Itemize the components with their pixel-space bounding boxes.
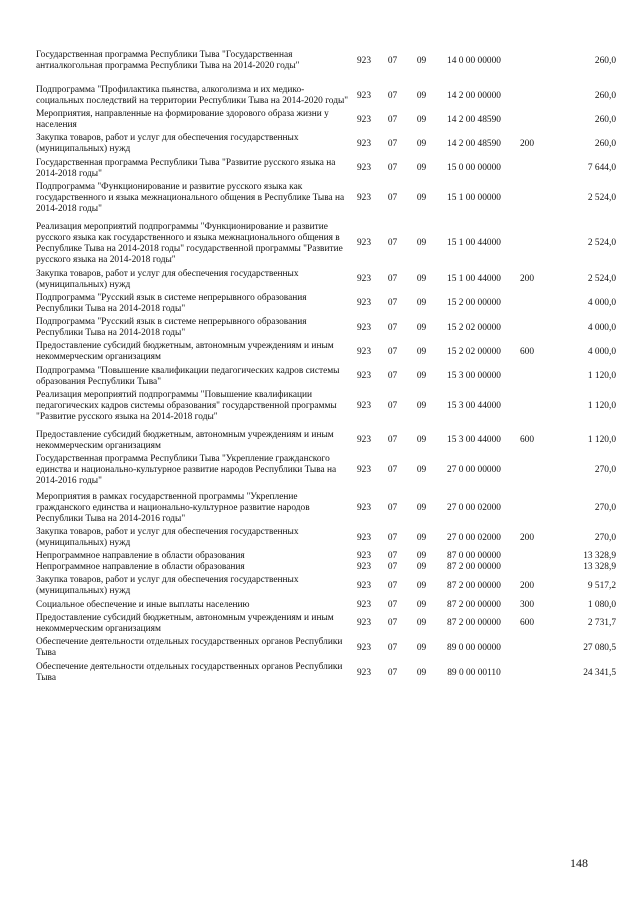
section-code: 07 [387, 298, 398, 309]
row-name: Непрограммное направление в области образования [36, 551, 245, 562]
expense-type-code: 600 [519, 618, 535, 629]
expense-type-code [511, 317, 543, 341]
section-code: 07 [387, 580, 398, 591]
ministry-code: 923 [356, 322, 372, 333]
row-name: Мероприятия, направленные на формирование здорового образа жизни у населения [36, 109, 329, 131]
target-article-code: 15 3 00 44000 [447, 435, 501, 446]
subsection-code: 09 [416, 551, 427, 562]
section-code: 07 [387, 667, 398, 678]
section-code: 07 [387, 464, 398, 475]
ministry-code: 923 [356, 580, 372, 591]
amount: 260,0 [594, 114, 616, 125]
row-name: Предоставление субсидий бюджетным, автономным учреждениям и иным некоммерческим организациям [36, 429, 334, 451]
table-row [36, 182, 616, 222]
ministry-code: 923 [356, 192, 372, 203]
row-name: Предоставление субсидий бюджетным, автономным учреждениям и иным некоммерческим организациям [36, 612, 334, 634]
section-code: 07 [387, 435, 398, 446]
target-article-code: 89 0 00 00000 [447, 642, 501, 653]
ministry-code: 923 [356, 400, 372, 411]
ministry-code: 923 [356, 90, 372, 101]
target-article-code: 87 2 00 00000 [447, 580, 501, 591]
subsection-code: 09 [416, 532, 427, 543]
table-row [36, 85, 616, 109]
ministry-code: 923 [356, 562, 372, 573]
ministry-code: 923 [356, 55, 372, 66]
ministry-code: 923 [356, 551, 372, 562]
table-row [36, 317, 616, 341]
amount: 9 517,2 [587, 580, 616, 591]
table-row [36, 492, 616, 527]
table-row [36, 293, 616, 317]
section-code: 07 [387, 618, 398, 629]
target-article-code: 15 1 00 00000 [447, 192, 501, 203]
expense-type-code [511, 390, 543, 430]
expense-type-code: 600 [519, 435, 535, 446]
section-code: 07 [387, 274, 398, 285]
subsection-code: 09 [416, 298, 427, 309]
section-code: 07 [387, 551, 398, 562]
target-article-code: 89 0 00 00110 [447, 667, 501, 678]
expense-type-code [511, 662, 543, 686]
section-code: 07 [387, 55, 398, 66]
target-article-code: 15 2 00 00000 [447, 298, 501, 309]
target-article-code: 14 2 00 48590 [447, 114, 501, 125]
table-row [36, 527, 616, 551]
table-row [36, 454, 616, 492]
subsection-code: 09 [416, 322, 427, 333]
subsection-code: 09 [416, 562, 427, 573]
amount: 2 524,0 [587, 192, 616, 203]
subsection-code: 09 [416, 90, 427, 101]
subsection-code: 09 [416, 163, 427, 174]
row-name: Закупка товаров, работ и услуг для обеспечения государственных (муниципальных) нужд [36, 527, 299, 549]
expense-type-code [511, 182, 543, 222]
subsection-code: 09 [416, 371, 427, 381]
section-code: 07 [387, 90, 398, 101]
table-row [36, 575, 616, 599]
section-code: 07 [387, 163, 398, 174]
subsection-code: 09 [416, 464, 427, 475]
target-article-code: 27 0 00 02000 [447, 532, 501, 543]
amount: 260,0 [594, 138, 616, 149]
subsection-code: 09 [416, 346, 427, 357]
row-name: Государственная программа Республики Тыва "Укрепление гражданского единства и национально-культурное развитие народов Республики Тыва на 2014-2016 годы" [36, 453, 337, 486]
target-article-code: 15 1 00 44000 [447, 238, 501, 249]
expense-type-code: 200 [519, 138, 535, 149]
ministry-code: 923 [356, 274, 372, 285]
amount: 4 000,0 [587, 346, 616, 357]
target-article-code: 15 2 02 00000 [447, 346, 501, 357]
target-article-code: 15 3 00 00000 [447, 371, 501, 381]
target-article-code: 14 2 00 00000 [447, 90, 501, 101]
expense-type-code [511, 50, 543, 85]
subsection-code: 09 [416, 599, 427, 610]
table-row [36, 222, 616, 269]
table-row [36, 430, 616, 454]
table-body [36, 50, 616, 686]
amount: 2 731,7 [587, 618, 616, 629]
subsection-code: 09 [416, 435, 427, 446]
section-code: 07 [387, 371, 398, 381]
table-row [36, 613, 616, 637]
subsection-code: 09 [416, 502, 427, 513]
expense-type-code: 200 [519, 274, 535, 285]
row-name: Обеспечение деятельности отдельных государственных органов Республики Тыва [36, 662, 343, 683]
row-name: Подпрограмма "Русский язык в системе непрерывного образования Республики Тыва на 2014-2018 годы" [36, 292, 307, 314]
target-article-code: 14 0 00 00000 [447, 55, 501, 66]
row-name: Социальное обеспечение и иные выплаты населению [36, 599, 250, 610]
row-name: Государственная программа Республики Тыва "Государственная антиалкогольная программа Республики Тыва на 2014-2020 годы" [36, 50, 300, 71]
table-row [36, 562, 616, 575]
expense-type-code [511, 222, 543, 269]
target-article-code: 27 0 00 02000 [447, 502, 501, 513]
target-article-code: 14 2 00 48590 [447, 138, 501, 149]
row-name: Закупка товаров, работ и услуг для обеспечения государственных (муниципальных) нужд [36, 133, 299, 155]
table-row [36, 158, 616, 182]
subsection-code: 09 [416, 642, 427, 653]
target-article-code: 87 0 00 00000 [447, 551, 501, 562]
amount: 13 328,9 [583, 562, 616, 573]
amount: 1 120,0 [587, 371, 616, 381]
table-row [36, 366, 616, 390]
amount: 270,0 [594, 532, 616, 543]
section-code: 07 [387, 114, 398, 125]
row-name: Государственная программа Республики Тыва "Развитие русского языка на 2014-2018 годы" [36, 157, 336, 179]
row-name: Реализация мероприятий подпрограммы "Повышение квалификации педагогических кадров системы образования" государственной программы "Развитие русского языка на 2014-2018 годы" [36, 389, 337, 422]
table-row [36, 50, 616, 85]
section-code: 07 [387, 322, 398, 333]
expense-type-code [511, 637, 543, 662]
subsection-code: 09 [416, 274, 427, 285]
ministry-code: 923 [356, 371, 372, 381]
subsection-code: 09 [416, 138, 427, 149]
ministry-code: 923 [356, 532, 372, 543]
expense-type-code [511, 109, 543, 133]
amount: 24 341,5 [583, 667, 616, 678]
subsection-code: 09 [416, 55, 427, 66]
ministry-code: 923 [356, 502, 372, 513]
amount: 4 000,0 [587, 322, 616, 333]
expense-type-code [511, 492, 543, 527]
amount: 7 644,0 [587, 163, 616, 174]
section-code: 07 [387, 138, 398, 149]
row-name: Обеспечение деятельности отдельных государственных органов Республики Тыва [36, 637, 343, 658]
ministry-code: 923 [356, 238, 372, 249]
table-row [36, 269, 616, 293]
row-name: Подпрограмма "Функционирование и развитие русского языка как государственного и языка межнационального общения в Республике Тыва на 2014-2018 годы" [36, 181, 345, 214]
row-name: Мероприятия в рамках государственной программы "Укрепление гражданского единства и национально-культурное развитие народов Республики Тыва на 2014-2016 годы" [36, 491, 310, 524]
subsection-code: 09 [416, 580, 427, 591]
target-article-code: 15 0 00 00000 [447, 163, 501, 174]
table-row [36, 600, 616, 613]
ministry-code: 923 [356, 346, 372, 357]
ministry-code: 923 [356, 642, 372, 653]
table-row [36, 551, 616, 562]
section-code: 07 [387, 532, 398, 543]
subsection-code: 09 [416, 618, 427, 629]
row-name: Закупка товаров, работ и услуг для обеспечения государственных (муниципальных) нужд [36, 575, 299, 597]
amount: 270,0 [594, 502, 616, 513]
amount: 4 000,0 [587, 298, 616, 309]
amount: 1 120,0 [587, 435, 616, 446]
expense-type-code: 200 [519, 532, 535, 543]
section-code: 07 [387, 502, 398, 513]
subsection-code: 09 [416, 400, 427, 411]
section-code: 07 [387, 238, 398, 249]
subsection-code: 09 [416, 238, 427, 249]
amount: 2 524,0 [587, 238, 616, 249]
table-row [36, 637, 616, 662]
ministry-code: 923 [356, 138, 372, 149]
expense-type-code: 200 [519, 580, 535, 591]
expense-type-code [511, 562, 543, 575]
expense-type-code [511, 293, 543, 317]
table-row [36, 341, 616, 365]
row-name: Предоставление субсидий бюджетным, автономным учреждениям и иным некоммерческим организациям [36, 341, 334, 363]
row-name: Подпрограмма "Русский язык в системе непрерывного образования Республики Тыва на 2014-2018 годы" [36, 317, 307, 339]
section-code: 07 [387, 562, 398, 573]
amount: 13 328,9 [583, 551, 616, 562]
expense-type-code: 600 [519, 346, 535, 357]
section-code: 07 [387, 642, 398, 653]
budget-table [36, 50, 616, 686]
target-article-code: 15 1 00 44000 [447, 274, 501, 285]
expense-type-code: 300 [519, 599, 535, 610]
ministry-code: 923 [356, 464, 372, 475]
row-name: Подпрограмма "Повышение квалификации педагогических кадров системы образования Республики Тыва" [36, 365, 340, 387]
section-code: 07 [387, 192, 398, 203]
ministry-code: 923 [356, 163, 372, 174]
table-row [36, 133, 616, 157]
ministry-code: 923 [356, 435, 372, 446]
expense-type-code [511, 551, 543, 562]
subsection-code: 09 [416, 114, 427, 125]
section-code: 07 [387, 400, 398, 411]
ministry-code: 923 [356, 114, 372, 125]
row-name: Закупка товаров, работ и услуг для обеспечения государственных (муниципальных) нужд [36, 268, 299, 290]
target-article-code: 27 0 00 00000 [447, 464, 501, 475]
row-name: Реализация мероприятий подпрограммы "Функционирование и развитие русского языка как государственного и языка межнационального общения в Республике Тыва на 2014-2018 годы" государственной программы "Развитие русского языка на 2014-2018 годы" [36, 221, 343, 265]
expense-type-code [511, 158, 543, 182]
target-article-code: 87 2 00 00000 [447, 562, 501, 573]
target-article-code: 87 2 00 00000 [447, 599, 501, 610]
amount: 260,0 [594, 90, 616, 101]
expense-type-code [511, 85, 543, 109]
ministry-code: 923 [356, 618, 372, 629]
amount: 27 080,5 [583, 642, 616, 653]
target-article-code: 15 3 00 44000 [447, 400, 501, 411]
page-number: 148 [570, 856, 588, 870]
ministry-code: 923 [356, 599, 372, 610]
amount: 260,0 [594, 55, 616, 66]
ministry-code: 923 [356, 667, 372, 678]
row-name: Непрограммное направление в области образования [36, 562, 245, 573]
section-code: 07 [387, 346, 398, 357]
table-row [36, 109, 616, 133]
table-row [36, 390, 616, 430]
amount: 1 080,0 [587, 599, 616, 610]
expense-type-code [511, 366, 543, 390]
table-row [36, 662, 616, 686]
amount: 2 524,0 [587, 274, 616, 285]
amount: 270,0 [594, 464, 616, 475]
subsection-code: 09 [416, 192, 427, 203]
expense-type-code [511, 454, 543, 492]
ministry-code: 923 [356, 298, 372, 309]
target-article-code: 15 2 02 00000 [447, 322, 501, 333]
subsection-code: 09 [416, 667, 427, 678]
section-code: 07 [387, 599, 398, 610]
row-name: Подпрограмма "Профилактика пьянства, алкоголизма и их медико-социальных последствий на территории Республики Тыва на 2014-2020 годы" [36, 85, 349, 106]
target-article-code: 87 2 00 00000 [447, 618, 501, 629]
amount: 1 120,0 [587, 400, 616, 411]
